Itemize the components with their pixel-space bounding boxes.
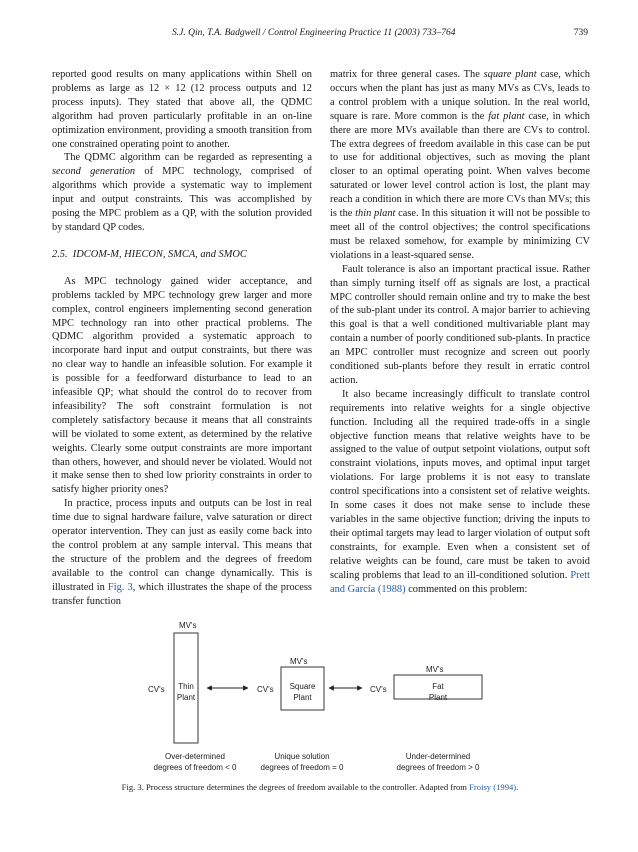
thin-mv-label: MV's	[179, 621, 197, 630]
square-description: Unique solution degrees of freedom = 0	[260, 752, 344, 772]
paragraph: matrix for three general cases. The square plant case, which occurs when the plant has just as many MVs as CVs, leads to a control problem with a unique solution. In the real world, square is rare. More common is the fat plant case, in which there are more MVs available than there are CVs to control. The extra degrees of freedom available in this case can be put to use for additional objectives, such as moving the plant closer to an optimal operating point. When valves become saturated or lower level control action is lost, the plant may reach a condition in which there are more CVs than MVs; this is the thin plant case. In this situation it will not be possible to meet all of the control objectives; the control specifications must be relaxed somehow, for example by minimizing CV violations in a least-squared sense.	[330, 69, 590, 261]
section-title: IDCOM-M, HIECON, SMCA, and SMOC	[72, 248, 247, 260]
left-column	[52, 68, 312, 609]
thin-plant-label: Thin Plant	[176, 682, 196, 702]
square-plant-label: Square Plant	[289, 682, 316, 702]
thin-description: Over-determined degrees of freedom < 0	[153, 752, 237, 772]
figure-3	[52, 618, 588, 798]
citation-link[interactable]: Prett and García (1988)	[330, 569, 590, 595]
section-heading	[52, 248, 312, 262]
paragraph: reported good results on many applications within Shell on problems as large as 12 × 12 (12 process outputs and 12 process inputs). They stated that above all, the QDMC algorithm had proven particularly profitable in an on-line optimization environment, providing a smooth transition from one constrained operating point to another.	[52, 69, 312, 150]
figure-link[interactable]: Fig. 3	[107, 581, 133, 593]
paragraph: The QDMC algorithm can be regarded as representing a second generation of MPC technology, comprised of algorithms which provide a systematic way to implement input and output constraints. This was accomplished by posing the MPC problem as a QP, with the solution provided by standard QP codes.	[52, 152, 313, 233]
page-number: 739	[573, 28, 588, 38]
paragraph: Fault tolerance is also an important practical issue. Rather than simply turning itself off as signals are lost, a practical MPC controller should remain online and try to make the best of the sub-plant under its control. A major barrier to achieving this goal is that a well conditioned multivariable plant may contain a number of poorly conditioned sub-plants. In practice an MPC controller must recognize and screen out poorly conditioned sub-plants before they result in erratic control action.	[330, 263, 590, 386]
figure-caption: Fig. 3. Process structure determines the degrees of freedom available to the controller. Adapted from Froisy (1994).	[121, 782, 519, 792]
square-mv-label: MV's	[290, 657, 308, 666]
fat-cv-label: CV's	[370, 685, 387, 694]
paragraph: In practice, process inputs and outputs can be lost in real time due to signal hardware failure, valve saturation or direct operator intervention. They can just as easily come back into the control problem at any sample interval. This means that the structure of the problem and the degrees of freedom available to the control can change dynamically. This is illustrated in Fig. 3, which illustrates the shape of the process transfer function	[52, 498, 312, 607]
square-cv-label: CV's	[257, 685, 274, 694]
caption-citation-link[interactable]: Froisy (1994)	[469, 782, 517, 792]
paragraph: It also became increasingly difficult to translate control requirements into relative weights for a single objective function. Including all the required trade-offs in a single objective function means that relative weights have to be assigned to the value of output setpoint violations, output soft constraint violations, inputs moves, and optimal input target violations. For large problems it is not easy to translate control specifications into a consistent set of relative weights. In some cases it does not make sense to include these variables in the same objective function; driving the inputs to their optimal targets may lead to larger violation of output soft constraints, for example. Even when a consistent set of relative weights can be found, care must be taken to avoid scaling problems that lead to an ill-conditioned solution. Prett and García (1988) commented on this problem:	[330, 388, 590, 595]
fat-plant-label: Fat Plant	[428, 682, 448, 702]
thin-cv-label: CV's	[148, 685, 165, 694]
paragraph: As MPC technology gained wider acceptance, and problems tackled by MPC technology grew larger and more complex, control engineers implementing second generation MPC technology ran into other practical problems. The QDMC algorithm provided a systematic approach to incorporate hard input and output constraints, but there was no clear way to handle an infeasible solution. For example it is possible for a feedforward disturbance to lead to an infeasible QP; what should the control do to recover from infeasibility? The soft constraint formulation is not completely satisfactory because it means that all constraints will be violated to some extent, as determined by the relative weights. Clearly some output constraints are more important than others, however, and should never be violated. Would not it make sense then to shed low priority constraints in order to satisfy higher priority ones?	[52, 275, 312, 496]
section-number: 2.5.	[52, 248, 68, 260]
running-title: S.J. Qin, T.A. Badgwell / Control Engineering Practice 11 (2003) 733–764	[172, 28, 456, 38]
fat-mv-label: MV's	[426, 665, 444, 674]
fat-description: Under-determined degrees of freedom > 0	[396, 752, 480, 772]
right-column	[330, 68, 590, 596]
